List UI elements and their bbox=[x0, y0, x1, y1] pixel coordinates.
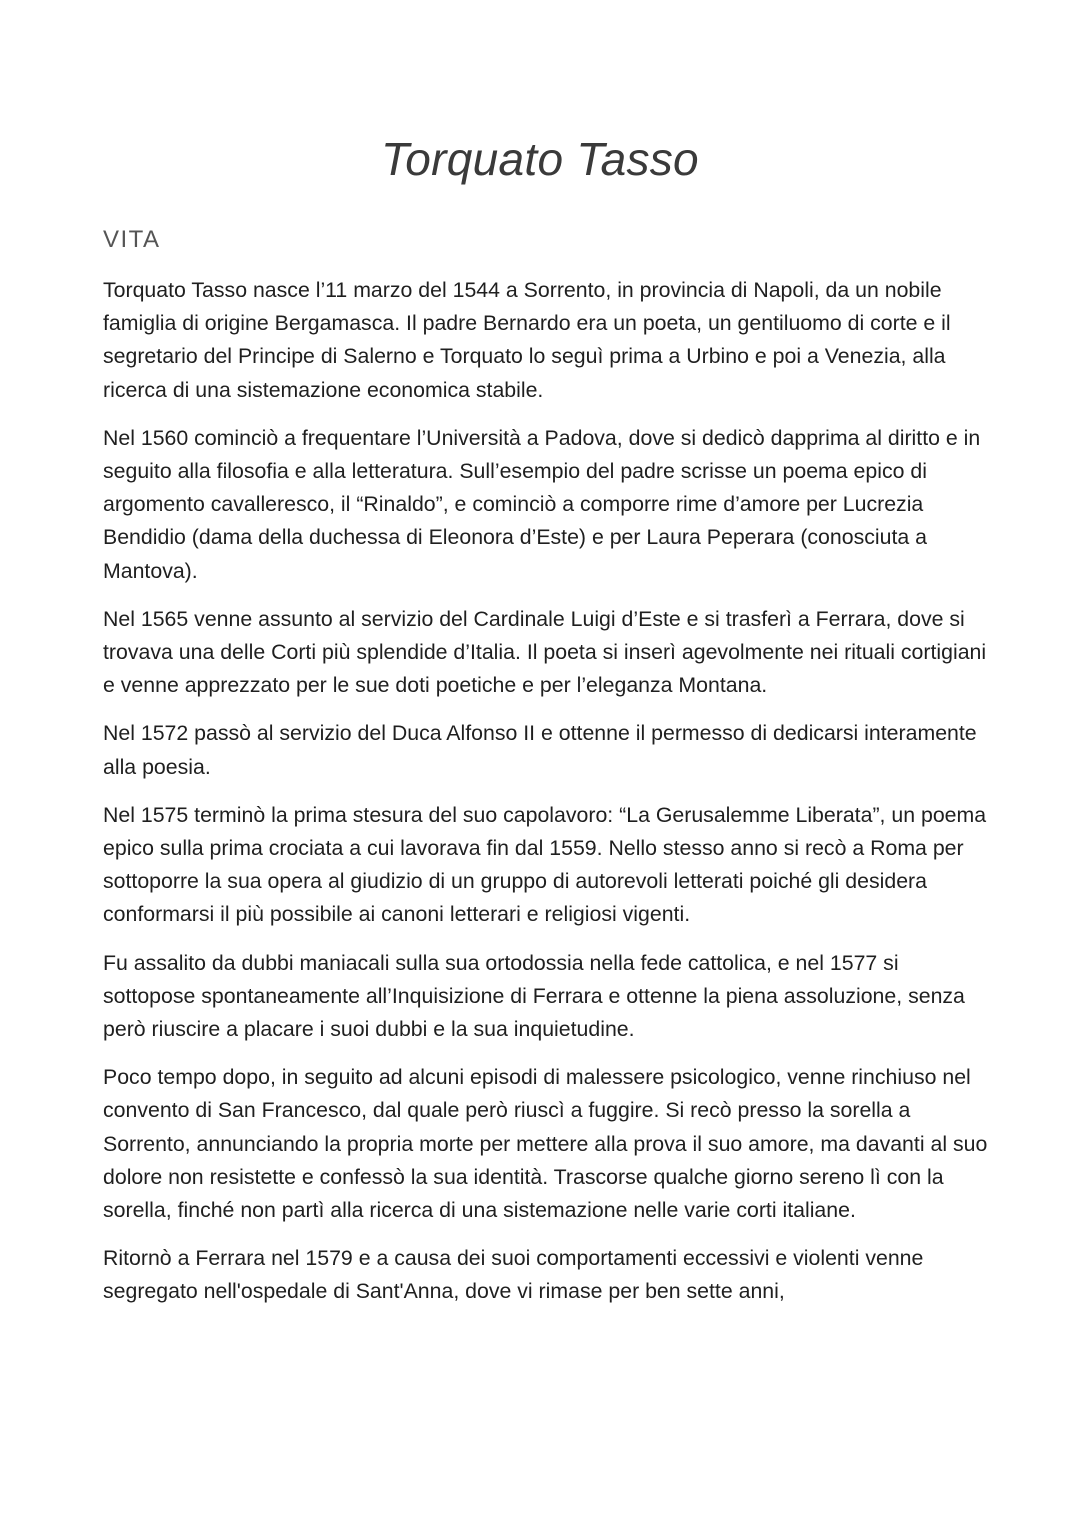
paragraph-3: Nel 1565 venne assunto al servizio del Cardinale Luigi d’Este e si trasferì a Ferrara, dove si trovava una delle Corti più splendide d’Italia. Il poeta si inserì agevolmente nei rituali cortigiani e venne apprezzato per le sue doti poetiche e per l’eleganza Montana. bbox=[103, 606, 987, 698]
paragraph-7: Poco tempo dopo, in seguito ad alcuni episodi di malessere psicologico, venne rinchiuso nel convento di San Francesco, dal quale però riuscì a fuggire. Si recò presso la sorella a Sorrento, annunciando la propria morte per mettere alla prova il suo amore, ma davanti al suo dolore non resistette e confessò la sua identità. Trascorse qualche giorno sereno lì con la sorella, finché non partì alla ricerca di una sistemazione nelle varie corti italiane. bbox=[103, 1065, 988, 1223]
page-title: Torquato Tasso bbox=[381, 133, 699, 185]
paragraph-1: Torquato Tasso nasce l’11 marzo del 1544 a Sorrento, in provincia di Napoli, da un nobile famiglia di origine Bergamasca. Il padre Bernardo era un poeta, un gentiluomo di corte e il segretario del Principe di Salerno e Torquato lo seguì prima a Urbino e poi a Venezia, alla ricerca di una sistemazione economica stabile. bbox=[103, 278, 951, 402]
section-heading: VITA bbox=[103, 226, 161, 253]
paragraph-6: Fu assalito da dubbi maniacali sulla sua ortodossia nella fede cattolica, e nel 1577 si sottopose spontaneamente all’Inquisizione di Ferrara e ottenne la piena assoluzione, senza però riuscire a placare i suoi dubbi e la sua inquietudine. bbox=[103, 950, 965, 1042]
paragraph-4: Nel 1572 passò al servizio del Duca Alfonso II e ottenne il permesso di dedicarsi interamente alla poesia. bbox=[103, 721, 977, 779]
body-text bbox=[103, 274, 988, 1324]
paragraph-8: Ritornò a Ferrara nel 1579 e a causa dei suoi comportamenti eccessivi e violenti venne segregato nell'ospedale di Sant'Anna, dove vi rimase per ben sette anni, bbox=[103, 1246, 924, 1304]
paragraph-5: Nel 1575 terminò la prima stesura del suo capolavoro: “La Gerusalemme Liberata”, un poema epico sulla prima crociata a cui lavorava fin dal 1559. Nello stesso anno si recò a Roma per sottoporre la sua opera al giudizio di un gruppo di autorevoli letterati poiché gli desidera conformarsi il più possibile ai canoni letterari e religiosi vigenti. bbox=[103, 802, 987, 927]
paragraph-2: Nel 1560 cominciò a frequentare l’Università a Padova, dove si dedicò dapprima al diritto e in seguito alla filosofia e alla letteratura. Sull’esempio del padre scrisse un poema epico di argomento cavalleresco, il “Rinaldo”, e cominciò a comporre rime d’amore per Lucrezia Bendidio (dama della duchessa di Eleonora d’Este) e per Laura Peperara (conosciuta a Mantova). bbox=[103, 425, 981, 583]
